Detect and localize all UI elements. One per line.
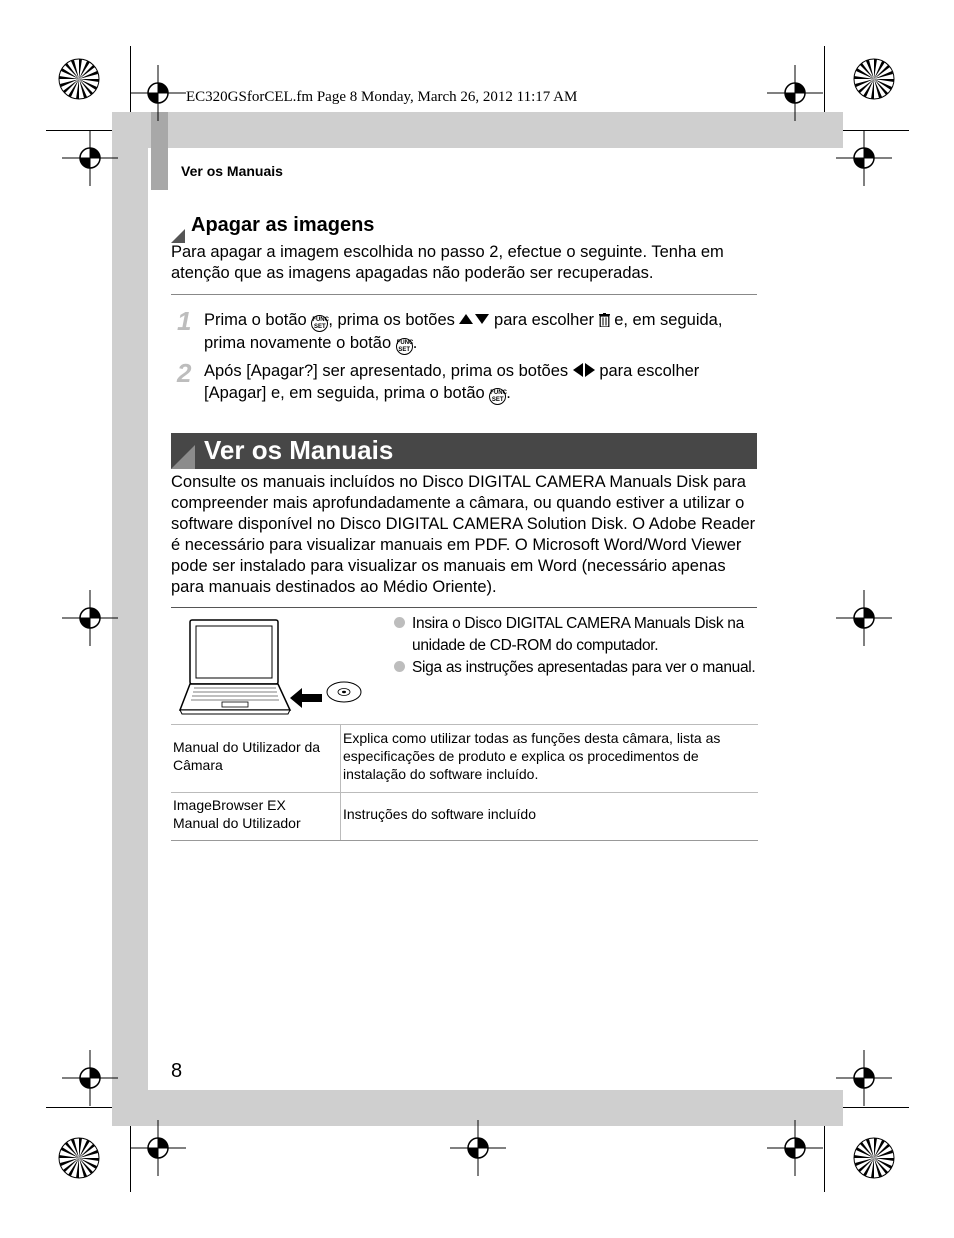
table-rule xyxy=(171,792,758,793)
registration-mark-icon xyxy=(450,1120,506,1176)
set-label: SET xyxy=(313,324,326,330)
bullet-text: Insira o Disco DIGITAL CAMERA Manuals Disk na unidade de CD-ROM do computador. xyxy=(412,615,744,654)
starburst-target-icon xyxy=(853,58,895,100)
file-info-header: EC320GSforCEL.fm Page 8 Monday, March 26, 2012 11:17 AM xyxy=(186,89,578,105)
func-label: FUNC xyxy=(396,340,414,346)
registration-mark-icon xyxy=(836,590,892,646)
laptop-cd-illustration-icon xyxy=(178,618,364,718)
step-text-part: e, em seguida, prima novamente o botão xyxy=(204,311,723,352)
step-text-part: Após [Apagar?] ser apresentado, prima os botões xyxy=(204,362,573,380)
registration-mark-icon xyxy=(62,1050,118,1106)
step-number: 1 xyxy=(177,306,192,336)
set-label: SET xyxy=(398,347,411,353)
subhead-marker-icon xyxy=(171,229,185,243)
registration-mark-icon xyxy=(836,1050,892,1106)
trash-icon xyxy=(599,313,610,327)
table-cell-description: Instruções do software incluído xyxy=(343,806,536,822)
frame-top-band xyxy=(112,112,843,148)
registration-mark-icon xyxy=(130,65,186,121)
starburst-target-icon xyxy=(853,1137,895,1179)
section-body: Consulte os manuais incluídos no Disco DIGITAL CAMERA Manuals Disk para compreender mais aprofundadamente a câmara, ou quando estiver a utilizar o software disponível no Disco DIGITAL CAMERA Solution Disk. O Adobe Reader é necessário para visualizar manuais em PDF. O Microsoft Word/Word Viewer pode ser instalado para visualizar os manuais em Word (necessário apenas para manuais destinados ao Médio Oriente). xyxy=(171,473,756,596)
section-title: Ver os Manuais xyxy=(204,435,394,465)
right-arrow-icon xyxy=(585,363,595,377)
set-label: SET xyxy=(491,397,504,403)
func-set-button-icon xyxy=(396,338,413,355)
registration-mark-icon xyxy=(62,130,118,186)
bullet-text: Siga as instruções apresentadas para ver o manual. xyxy=(412,659,756,676)
func-label: FUNC xyxy=(490,390,507,396)
step-text-part: para escolher [Apagar] e, em seguida, prima o botão xyxy=(204,362,700,402)
step-text-part: para escolher xyxy=(489,311,599,329)
func-set-button-icon xyxy=(489,388,506,405)
bullet-icon xyxy=(394,661,405,672)
table-cell-description: Explica como utilizar todas as funções desta câmara, lista as especificações de produto e explica os procedimentos de instalação do software incluído. xyxy=(343,730,721,782)
running-head: Ver os Manuais xyxy=(181,163,283,179)
step-2-text xyxy=(204,360,760,405)
step-text-part: . xyxy=(412,334,418,352)
left-arrow-icon xyxy=(573,363,583,377)
step-text-part: Prima o botão xyxy=(204,311,312,329)
step-text-part: , prima os botões xyxy=(328,311,460,329)
subsection-intro: Para apagar a imagem escolhida no passo 2, efectue o seguinte. Tenha em atenção que as imagens apagadas não poderão ser recuperadas. xyxy=(171,243,724,282)
registration-mark-icon xyxy=(836,130,892,186)
func-label: FUNC xyxy=(312,317,329,323)
func-set-button-icon xyxy=(311,315,328,332)
up-arrow-icon xyxy=(459,314,473,324)
table-column-divider xyxy=(340,724,341,841)
registration-mark-icon xyxy=(767,1120,823,1176)
table-rule xyxy=(171,840,758,841)
step-text-part: . xyxy=(506,384,511,402)
section-marker-icon xyxy=(171,445,195,469)
frame-tab-marker xyxy=(151,112,168,190)
table-cell-manual: ImageBrowser EX Manual do Utilizador xyxy=(173,797,301,831)
registration-mark-icon xyxy=(130,1120,186,1176)
bullet-icon xyxy=(394,617,405,628)
table-rule xyxy=(171,724,758,725)
registration-mark-icon xyxy=(767,65,823,121)
step-number: 2 xyxy=(177,358,192,388)
subsection-heading: Apagar as imagens xyxy=(191,214,375,236)
step-1-text xyxy=(204,309,760,355)
divider xyxy=(171,607,757,608)
starburst-target-icon xyxy=(58,58,100,100)
down-arrow-icon xyxy=(475,314,489,324)
starburst-target-icon xyxy=(58,1137,100,1179)
page-number: 8 xyxy=(171,1060,183,1082)
registration-mark-icon xyxy=(62,590,118,646)
divider xyxy=(171,294,757,295)
table-cell-manual: Manual do Utilizador da Câmara xyxy=(173,739,321,773)
